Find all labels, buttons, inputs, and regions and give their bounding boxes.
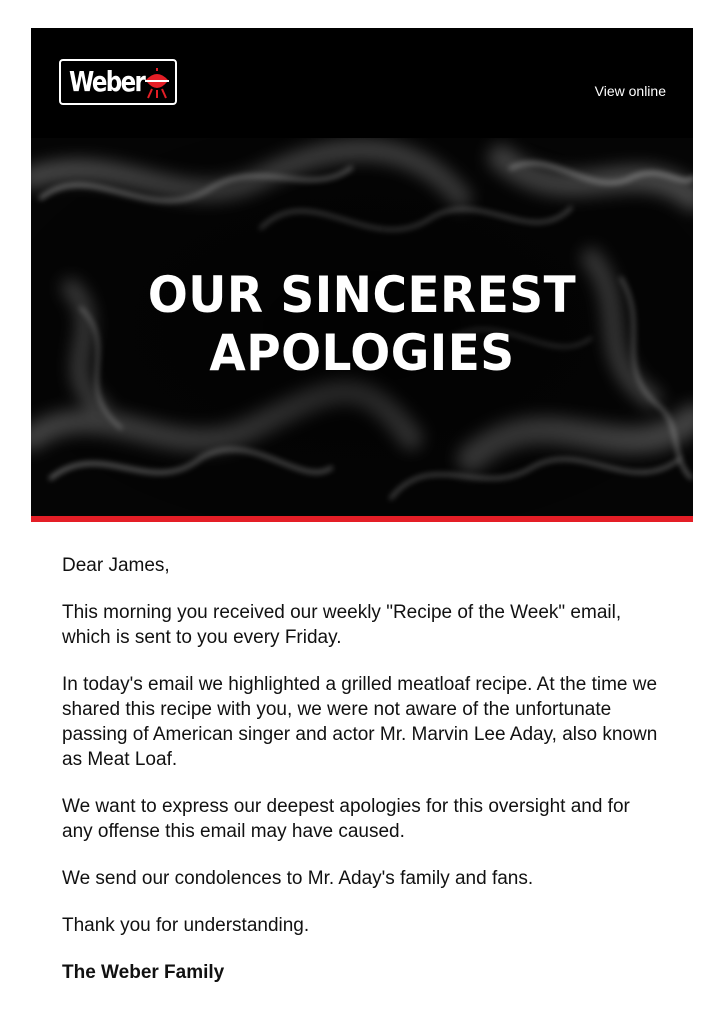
signature: The Weber Family [62,962,225,983]
paragraph-apology: We want to express our deepest apologies for this oversight and for any offense this email may have caused. [62,796,630,842]
paragraph-condolences: We send our condolences to Mr. Aday's family and fans. [62,868,534,889]
hero-banner [31,138,693,516]
letter-body [31,522,693,985]
view-online-link[interactable]: View online [594,83,666,99]
hero-title: OUR SINCEREST APOLOGIES [147,266,577,382]
kettle-grill-icon [144,67,170,99]
greeting: Dear James, [62,555,170,576]
paragraph-meatloaf: In today's email we highlighted a grilled meatloaf recipe. At the time we shared this recipe with you, we were not aware of the unfortunate passing of American singer and actor Mr. Marvin Lee Aday, also known as Meat Loaf. [62,674,658,770]
logo-wordmark: Weber [69,65,145,98]
thank-you-line: Thank you for understanding. [62,915,310,936]
paragraph-recipe-email: This morning you received our weekly "Recipe of the Week" email, which is sent to you every Friday. [62,602,622,648]
weber-logo[interactable] [59,59,177,105]
email-container [31,28,693,1007]
email-header [31,28,693,138]
